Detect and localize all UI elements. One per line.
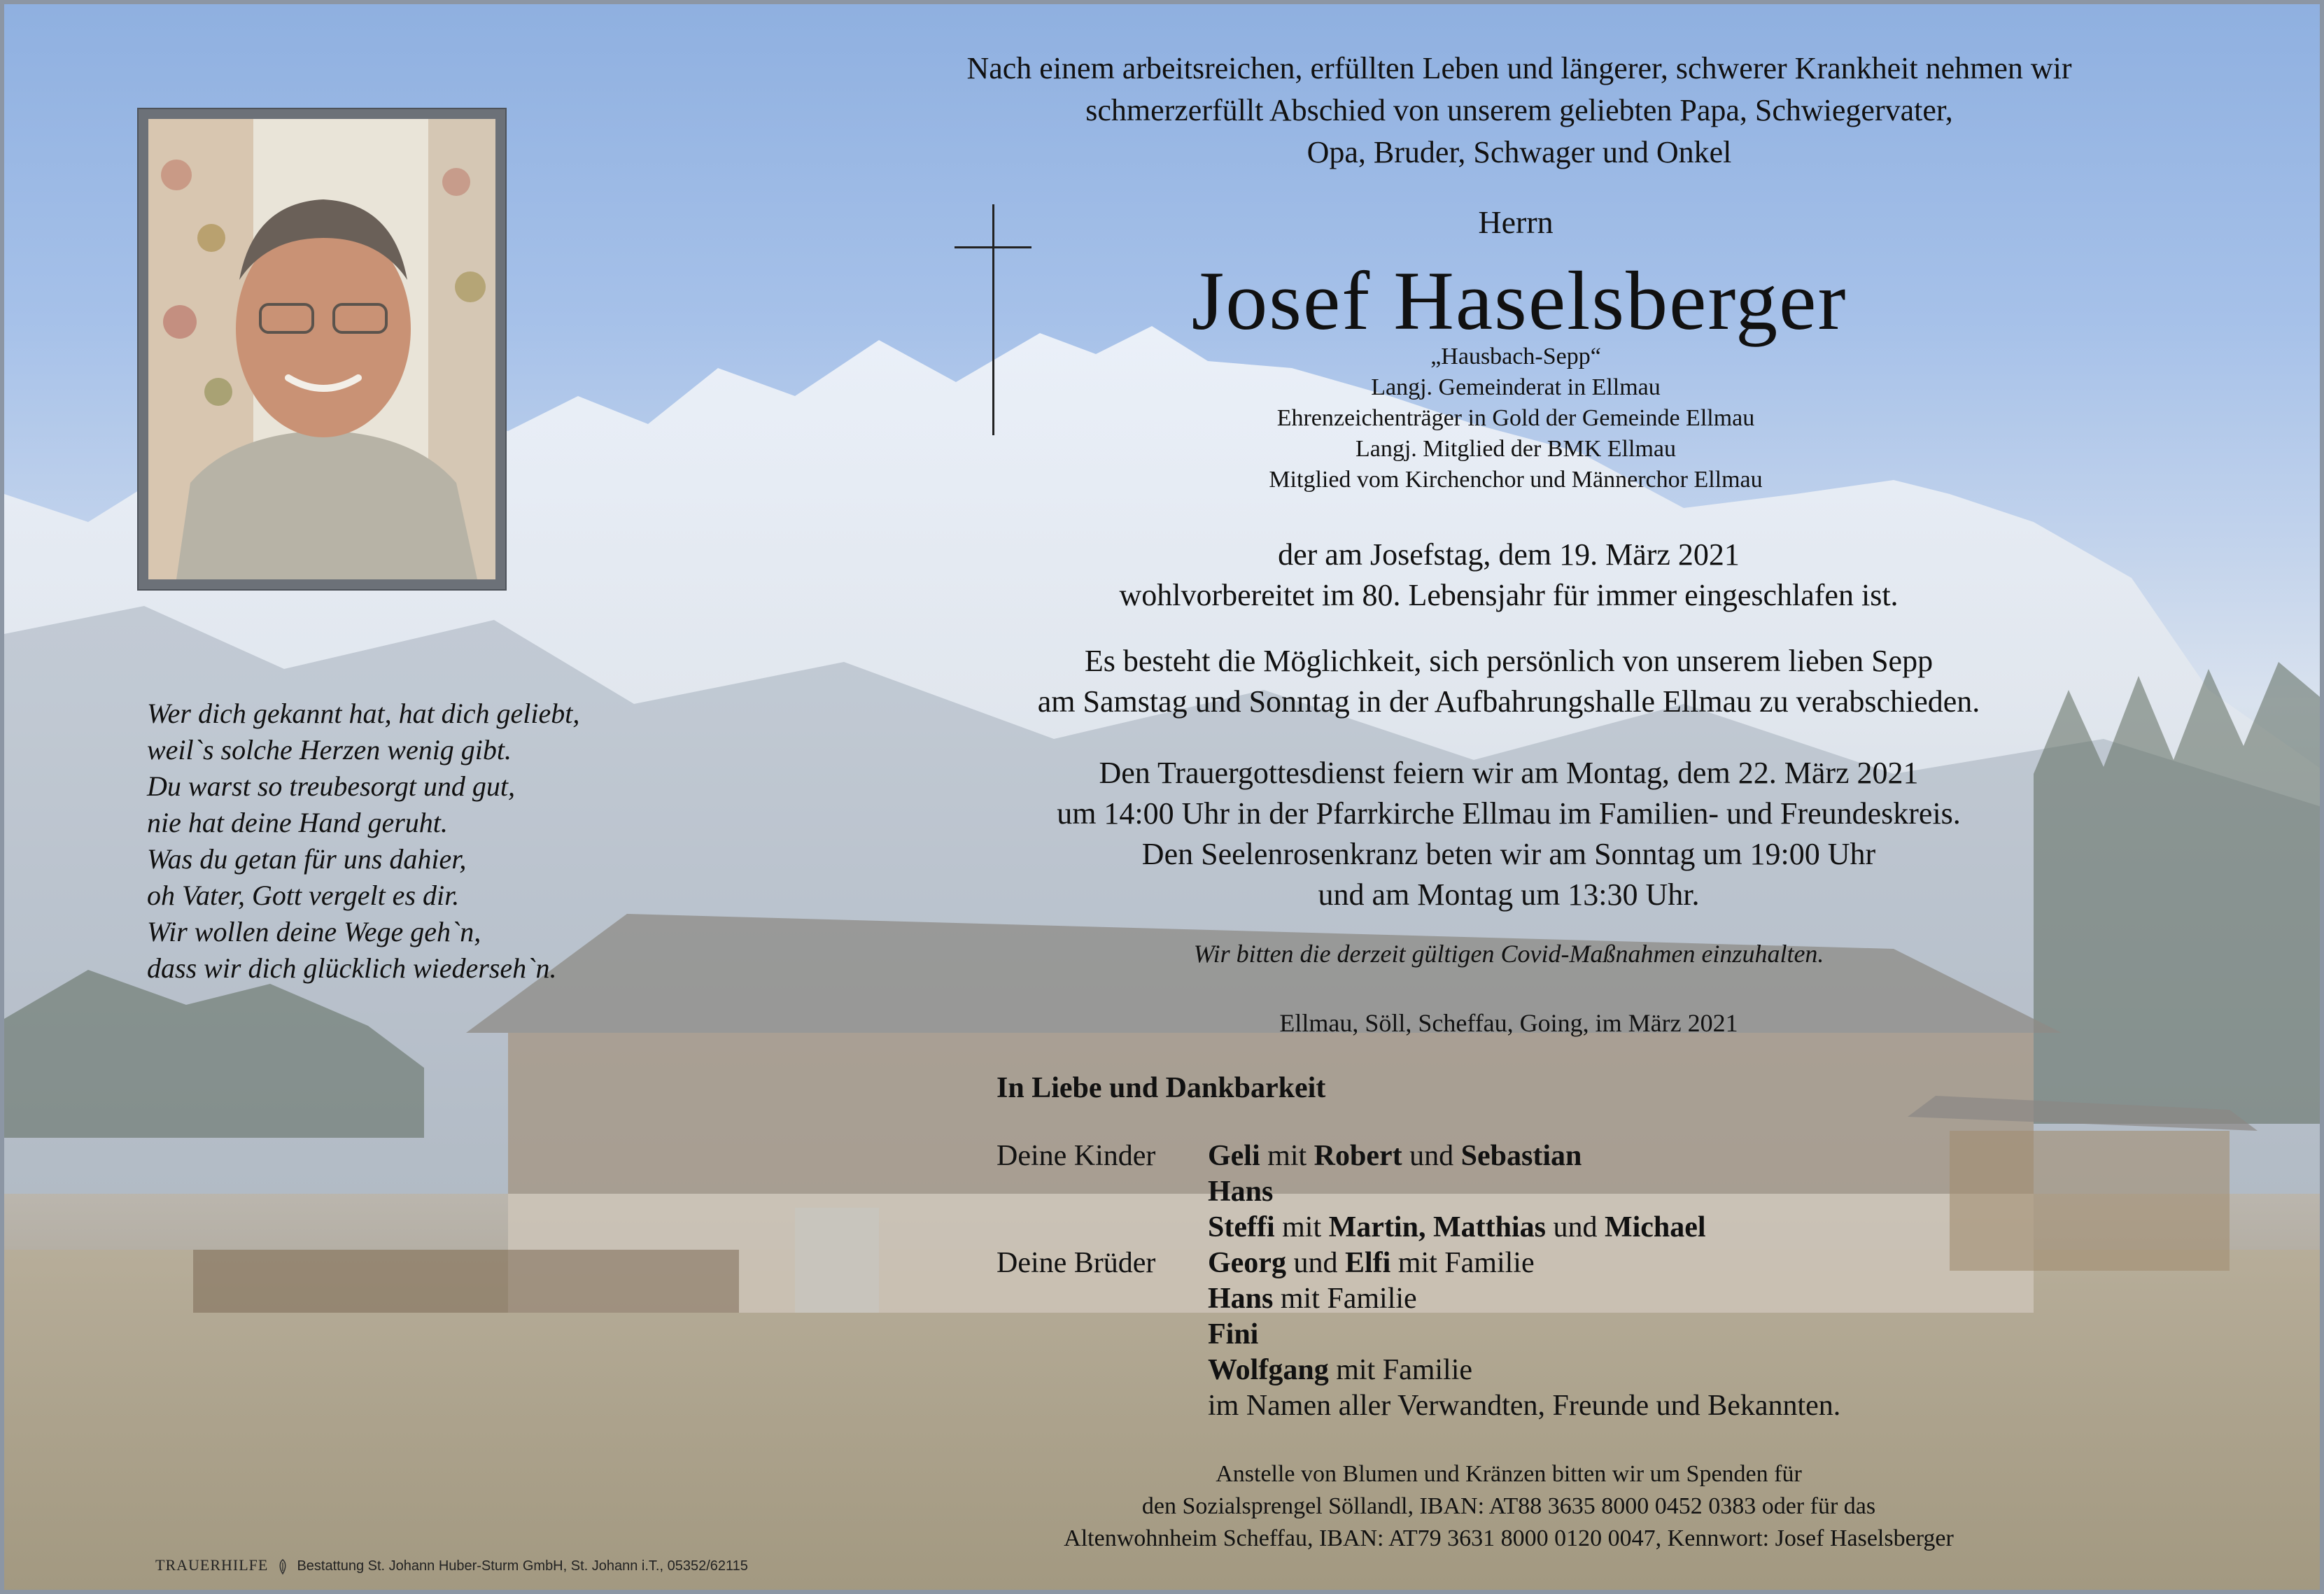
death-line: wohlvorbereitet im 80. Lebensjahr für immer eingeschlafen ist. [1119,578,1899,612]
family-line: Steffi mit Martin, Matthias und Michael [1208,1211,1706,1243]
service-line: und am Montag um 13:30 Uhr. [1318,877,1700,912]
portrait-photo-frame [137,108,507,591]
family-line: Georg und Elfi mit Familie [1208,1247,1535,1279]
covid-note: Wir bitten die derzeit gültigen Covid-Maßnahmen einzuhalten. [1193,940,1824,968]
poem-line: dass wir dich glücklich wiederseh`n. [147,952,557,984]
nickname: „Hausbach-Sepp“ [1430,344,1601,369]
viewing-notice [844,641,2174,722]
funeral-home-footer [155,1556,748,1575]
poem-line: oh Vater, Gott vergelt es dir. [147,880,460,911]
death-line: der am Josefstag, dem 19. März 2021 [1278,537,1740,572]
donation-line: den Sozialsprengel Söllandl, IBAN: AT88 3635 8000 0452 0383 oder für das [1141,1493,1876,1519]
service-line: Den Seelenrosenkranz beten wir am Sonntag um 19:00 Uhr [1141,837,1876,871]
memorial-poem [147,696,651,987]
donation-line: Anstelle von Blumen und Kränzen bitten wir um Spenden für [1216,1461,1802,1487]
intro-line: Nach einem arbeitsreichen, erfüllten Leben und längerer, schwerer Krankheit nehmen wir [966,51,2072,85]
donation-line: Altenwohnheim Scheffau, IBAN: AT79 3631 8000 0120 0047, Kennwort: Josef Haselsberger [1064,1525,1954,1551]
intro-line: Opa, Bruder, Schwager und Onkel [1307,135,1732,169]
family-line: Fini [1208,1318,1259,1350]
poem-line: Was du getan für uns dahier, [147,843,467,875]
poem-line: Wer dich gekannt hat, hat dich geliebt, [147,698,580,729]
family-closing: im Namen aller Verwandten, Freunde und Bekannten. [1208,1390,1841,1422]
poem-line: Wir wollen deine Wege geh`n, [147,916,481,947]
funeral-service-notice [844,753,2174,915]
footer-text: Bestattung St. Johann Huber-Sturm GmbH, St. Johann i.T., 05352/62115 [297,1558,748,1574]
donation-request [844,1458,2174,1555]
service-line: Den Trauergottesdienst feiern wir am Montag, dem 22. März 2021 [1099,756,1919,790]
poem-line: Du warst so treubesorgt und gut, [147,770,515,802]
trauerhilfe-logo-icon [276,1558,289,1575]
honorary-titles [1096,341,1936,495]
brothers-label: Deine Brüder [996,1247,1156,1279]
title-line: Mitglied vom Kirchenchor und Männerchor Ellmau [1269,467,1763,493]
title-line: Langj. Gemeinderat in Ellmau [1371,374,1661,400]
children-label: Deine Kinder [996,1140,1156,1172]
service-line: um 14:00 Uhr in der Pfarrkirche Ellmau im Familien- und Freundeskreis. [1057,796,1961,831]
intro-text [830,48,2209,174]
portrait-photo [148,119,495,579]
family-line: Wolfgang mit Familie [1208,1354,1473,1386]
place-date: Ellmau, Söll, Scheffau, Going, im März 2021 [1279,1009,1738,1037]
love-line: In Liebe und Dankbarkeit [996,1072,1326,1104]
poem-line: weil`s solche Herzen wenig gibt. [147,734,512,766]
title-line: Langj. Mitglied der BMK Ellmau [1355,436,1676,462]
footer-brand: TRAUERHILFE [155,1556,269,1574]
family-line: Geli mit Robert und Sebastian [1208,1140,1582,1172]
viewing-line: am Samstag und Sonntag in der Aufbahrungshalle Ellmau zu verabschieden. [1037,684,1980,719]
death-notice [914,535,2104,616]
poem-line: nie hat deine Hand geruht. [147,807,448,838]
family-line: Hans mit Familie [1208,1283,1417,1315]
deceased-name: Josef Haselsberger [1191,254,1847,347]
viewing-line: Es besteht die Möglichkeit, sich persönlich von unserem lieben Sepp [1084,644,1934,678]
intro-line: schmerzerfüllt Abschied von unserem geliebten Papa, Schwiegervater, [1085,93,1953,127]
family-line: Hans [1208,1176,1274,1208]
salutation: Herrn [1478,204,1554,240]
title-line: Ehrenzeichenträger in Gold der Gemeinde Ellmau [1276,405,1755,431]
